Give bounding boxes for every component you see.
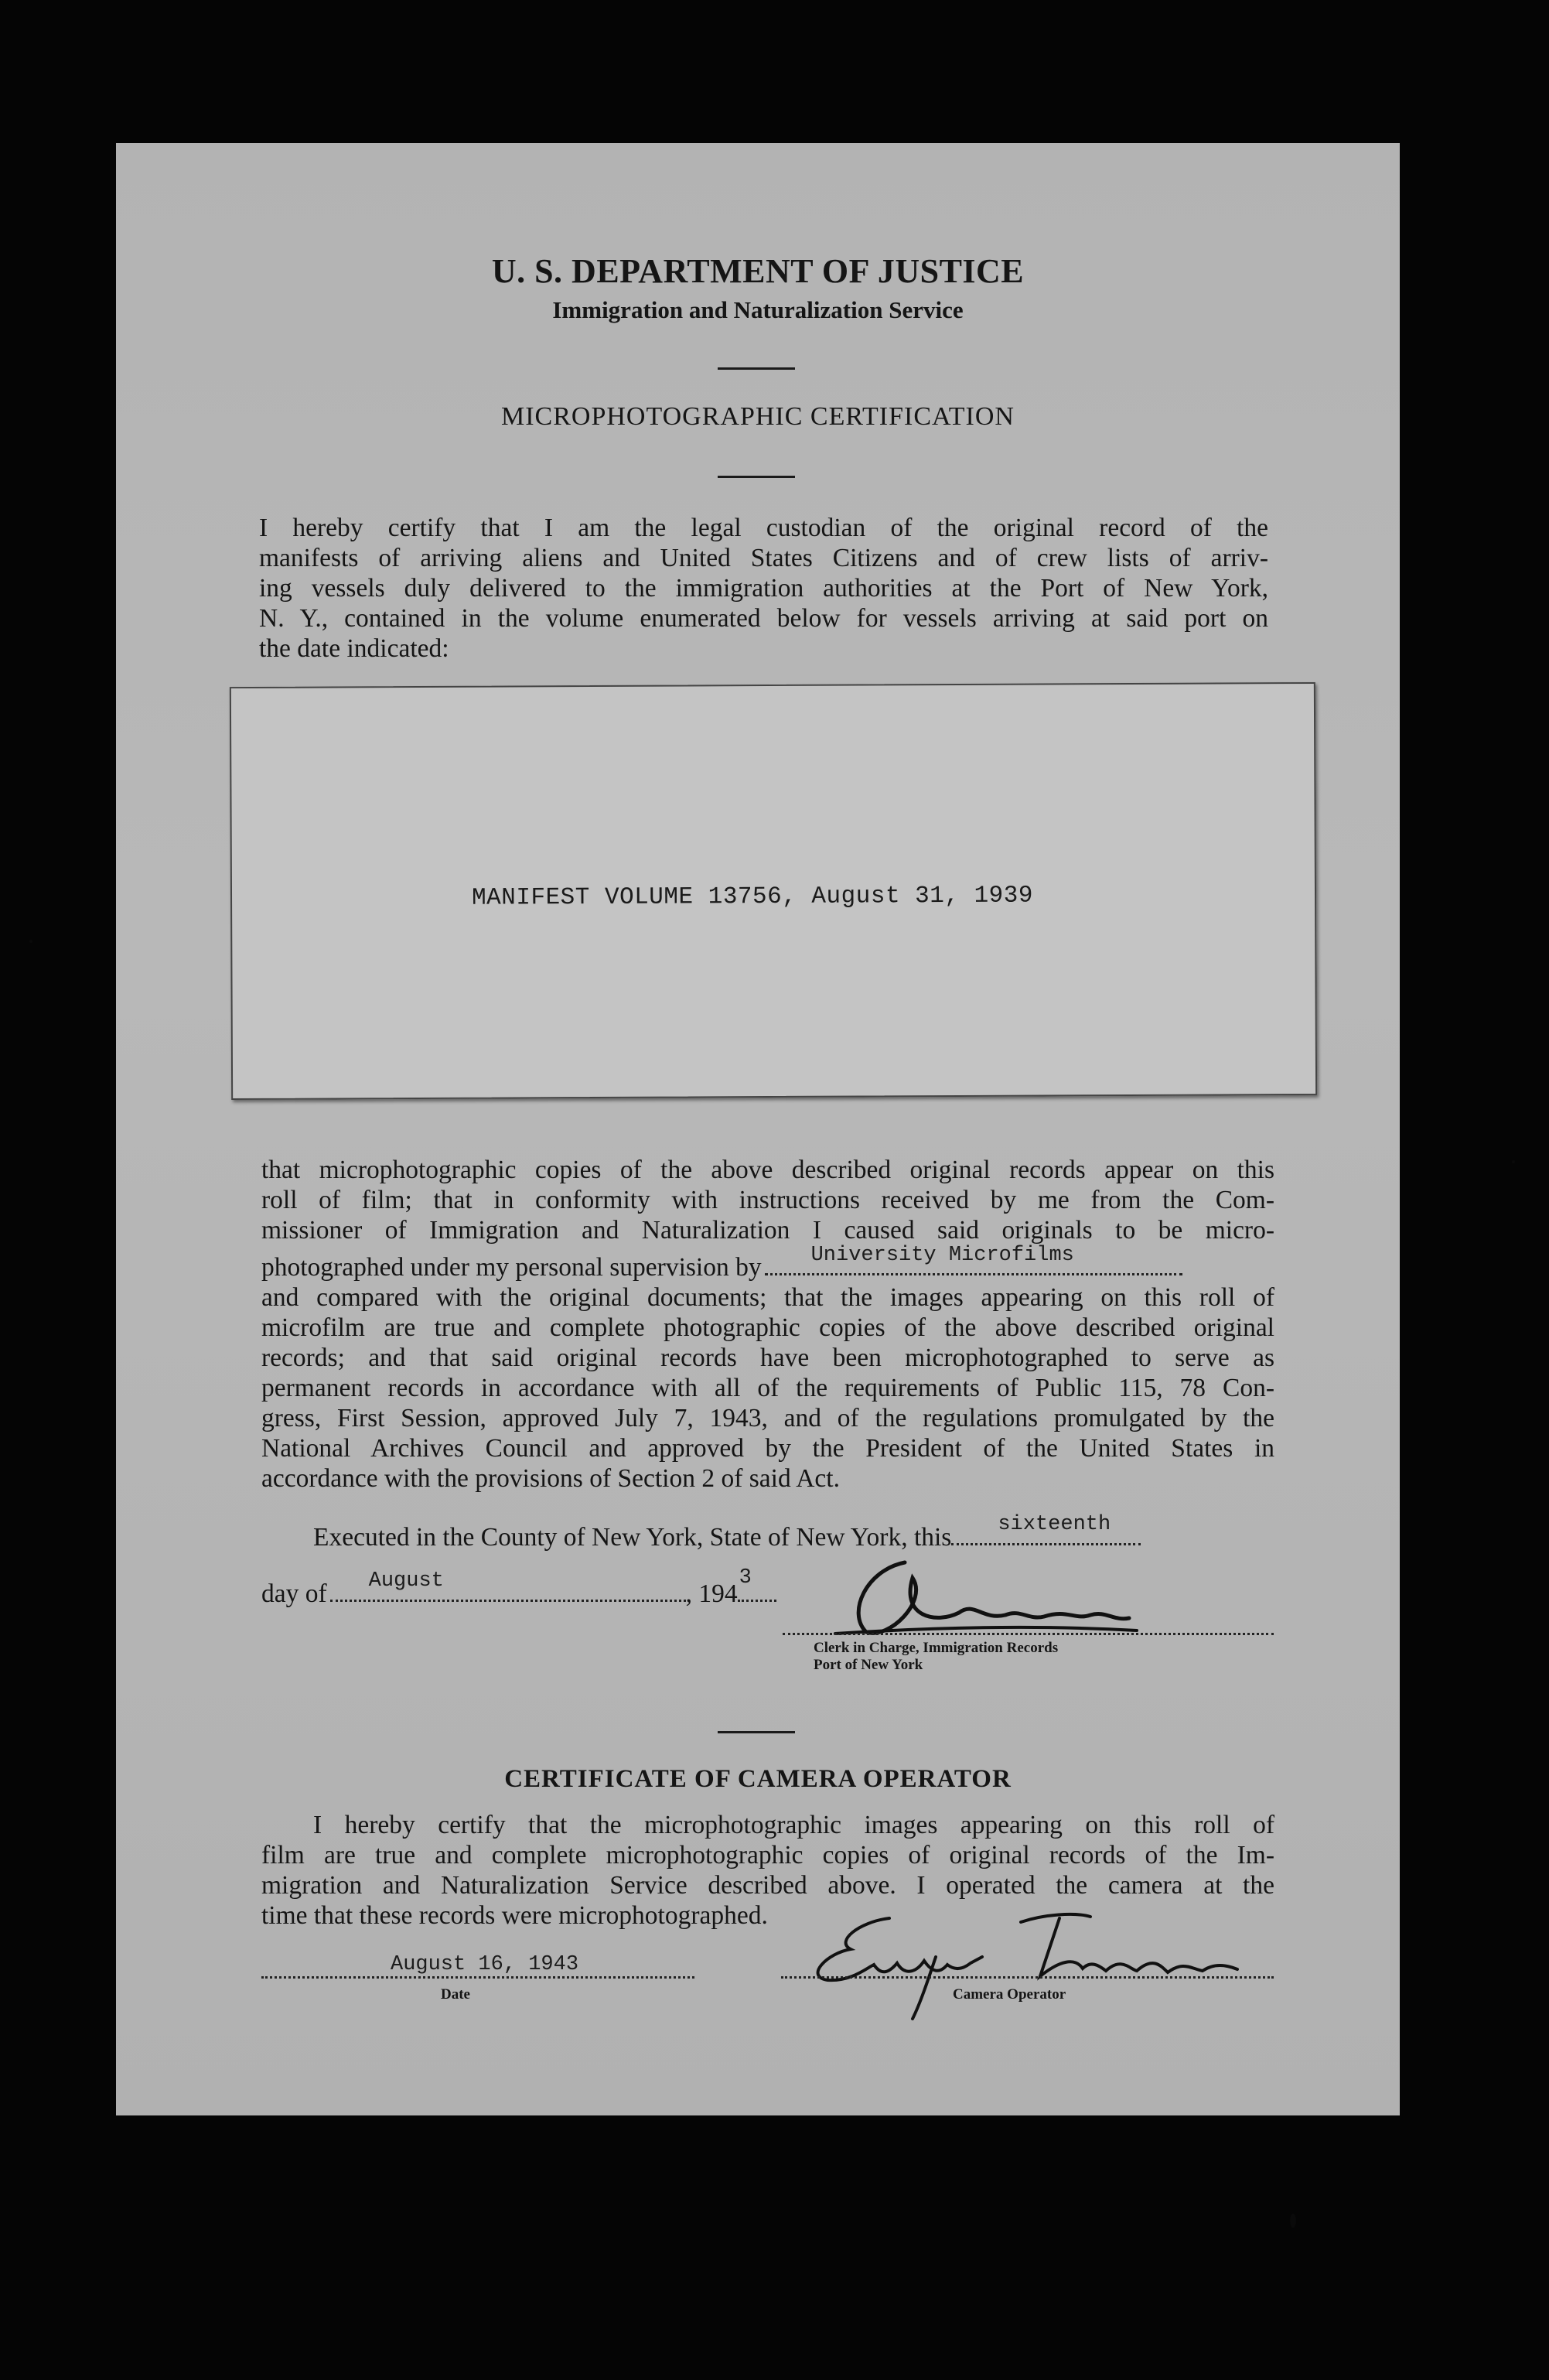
text-line: that microphotographic copies of the above described original records appear on this — [261, 1156, 1274, 1184]
intro-paragraph — [259, 513, 1268, 664]
text-line: I hereby certify that the microphotographic images appearing on this roll of — [313, 1811, 1274, 1839]
year-label: , 194 — [685, 1579, 738, 1608]
clerk-caption — [814, 1640, 1058, 1674]
text-line: film are true and complete microphotographic copies of original records of the Im- — [261, 1841, 1274, 1870]
supervision-field — [765, 1244, 1182, 1275]
camera-certificate-title: CERTIFICATE OF CAMERA OPERATOR — [504, 1765, 1012, 1793]
day-field — [951, 1513, 1141, 1545]
clerk-title: Clerk in Charge, Immigration Records — [814, 1640, 1059, 1656]
certificate-sheet — [116, 143, 1400, 2115]
text-line: records; and that said original records have been microphotographed to serve as — [261, 1344, 1274, 1372]
supervision-value: University Microfilms — [810, 1244, 1074, 1267]
film-speck — [1512, 1160, 1515, 1163]
film-speck — [29, 940, 32, 943]
text-line: gress, First Session, approved July 7, 1943, and of the regulations promulgated by the — [261, 1404, 1274, 1432]
date-value: August 16, 1943 — [391, 1953, 579, 1976]
operator-signature — [781, 1903, 1291, 2027]
text-line: microfilm are true and complete photographic copies of the above described original — [261, 1313, 1274, 1342]
year-digit: 3 — [739, 1566, 752, 1590]
text-line: missioner of Immigration and Naturalization I caused said originals to be micro- — [261, 1216, 1274, 1245]
film-speck — [1290, 2214, 1296, 2228]
manifest-volume: MANIFEST VOLUME 13756, August 31, 1939 — [471, 882, 1034, 912]
clerk-port: Port of New York — [814, 1657, 923, 1673]
day-value: sixteenth — [998, 1513, 1111, 1536]
year-field — [738, 1566, 776, 1602]
supervision-label: photographed under my personal supervision by — [261, 1253, 762, 1282]
clerk-signature-line — [783, 1633, 1274, 1635]
text-line: roll of film; that in conformity with instructions received by me from the Com- — [261, 1186, 1274, 1214]
text-line: ing vessels duly delivered to the immigration authorities at the Port of New York, — [259, 574, 1268, 603]
date-caption: Date — [441, 1986, 470, 2003]
text-line: accordance with the provisions of Section 2 of said Act. — [261, 1464, 840, 1493]
text-line: National Archives Council and approved by the President of the United States in — [261, 1434, 1274, 1463]
operator-signature-line — [781, 1976, 1274, 1979]
text-line: time that these records were microphotographed. — [261, 1901, 768, 1930]
divider — [718, 476, 795, 478]
supervision-line — [261, 1244, 1274, 1282]
day-of-label: day of — [261, 1579, 327, 1608]
service-subtitle: Immigration and Naturalization Service — [552, 296, 964, 323]
text-line: permanent records in accordance with all of the requirements of Public 115, 78 Con- — [261, 1374, 1274, 1402]
text-line: the date indicated: — [259, 634, 449, 663]
divider — [718, 1731, 795, 1733]
date-line — [261, 1976, 694, 1979]
text-line: migration and Naturalization Service described above. I operated the camera at the — [261, 1871, 1274, 1900]
section-title: MICROPHOTOGRAPHIC CERTIFICATION — [500, 402, 1015, 431]
manifest-slip — [230, 682, 1317, 1100]
divider — [718, 367, 795, 370]
text-line: manifests of arriving aliens and United States Citizens and of crew lists of arriv- — [259, 544, 1268, 572]
certification-paragraph — [261, 1155, 1274, 1494]
month-value: August — [368, 1569, 444, 1593]
executed-label: Executed in the County of New York, State of New York, this — [313, 1523, 952, 1552]
text-line: I hereby certify that I am the legal custodian of the original record of the — [259, 514, 1268, 542]
month-field — [330, 1569, 686, 1602]
operator-caption: Camera Operator — [953, 1986, 1066, 2003]
department-title: U. S. DEPARTMENT OF JUSTICE — [491, 252, 1025, 290]
text-line: N. Y., contained in the volume enumerated below for vessels arriving at said port on — [259, 604, 1268, 633]
text-line: and compared with the original documents; that the images appearing on this roll of — [261, 1283, 1274, 1312]
